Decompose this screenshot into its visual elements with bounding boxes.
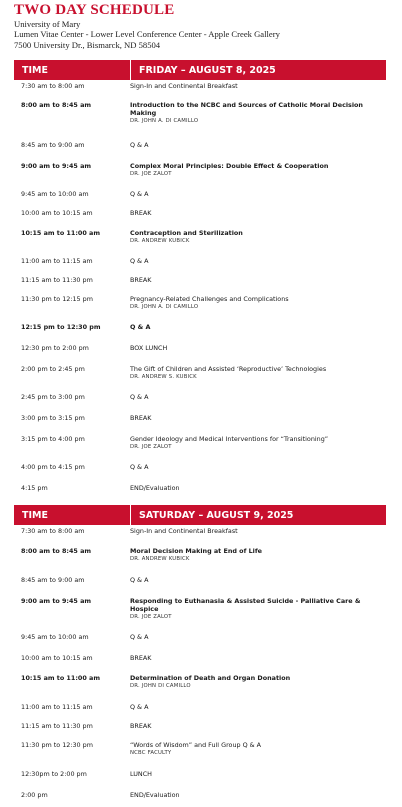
session-title: Q & A xyxy=(130,141,149,149)
session-time: 2:45 pm to 3:00 pm xyxy=(21,393,85,401)
session-time: 11:00 am to 11:15 am xyxy=(21,257,93,265)
session-title: BREAK xyxy=(130,654,152,662)
session-time: 12:30pm to 2:00 pm xyxy=(21,770,87,778)
session-time: 10:15 am to 11:00 am xyxy=(21,229,100,237)
session-cell xyxy=(130,295,386,311)
schedule-row xyxy=(14,295,386,311)
schedule-row xyxy=(14,791,386,799)
schedule-row xyxy=(14,82,386,90)
session-time: 3:00 pm to 3:15 pm xyxy=(21,414,85,422)
session-title: BREAK xyxy=(130,722,152,730)
session-cell xyxy=(130,435,386,451)
session-cell xyxy=(130,770,386,778)
session-title: Sign-In and Continental Breakfast xyxy=(130,82,238,90)
session-speaker: DR. ANDREW KUBICK xyxy=(130,238,190,244)
session-cell xyxy=(130,82,386,90)
session-speaker: DR. ANDREW S. KUBICK xyxy=(130,374,197,380)
session-time: 11:30 pm to 12:15 pm xyxy=(21,295,93,303)
session-title: Q & A xyxy=(130,257,149,265)
session-title: Determination of Death and Organ Donation xyxy=(130,674,291,682)
document-header xyxy=(14,2,280,50)
session-cell xyxy=(130,393,386,401)
session-title: Moral Decision Making at End of Life xyxy=(130,547,262,555)
schedule-row xyxy=(14,576,386,584)
session-time: 12:30 pm to 2:00 pm xyxy=(21,344,89,352)
session-title: BOX LUNCH xyxy=(130,344,168,352)
session-time: 8:00 am to 8:45 am xyxy=(21,547,92,555)
session-title: END/Evaluation xyxy=(130,484,180,492)
session-speaker: DR. JOHN DI CAMILLO xyxy=(130,683,191,689)
session-time: 9:00 am to 9:45 am xyxy=(21,162,92,170)
session-time: 11:15 am to 11:30 pm xyxy=(21,276,93,284)
session-time: 7:30 am to 8:00 am xyxy=(21,82,85,90)
schedule-row xyxy=(14,323,386,331)
schedule-row xyxy=(14,162,386,178)
session-title: Contraception and Sterilization xyxy=(130,229,243,237)
session-title: Q & A xyxy=(130,323,151,331)
session-time: 4:15 pm xyxy=(21,484,48,492)
time-column-header: TIME xyxy=(22,509,48,521)
schedule-row xyxy=(14,229,386,245)
session-cell xyxy=(130,741,386,757)
session-time: 9:45 am to 10:00 am xyxy=(21,633,89,641)
session-time: 2:00 pm xyxy=(21,791,48,799)
session-cell xyxy=(130,162,386,178)
session-cell xyxy=(130,703,386,711)
schedule-row xyxy=(14,190,386,198)
schedule-row xyxy=(14,703,386,711)
session-title: BREAK xyxy=(130,414,152,422)
session-time: 11:00 am to 11:15 am xyxy=(21,703,93,711)
schedule-row xyxy=(14,654,386,662)
day-header-bar xyxy=(14,60,386,80)
session-time: 9:00 am to 9:45 am xyxy=(21,597,92,605)
schedule-row xyxy=(14,344,386,352)
session-cell xyxy=(130,414,386,422)
session-cell xyxy=(130,365,386,381)
session-title: Responding to Euthanasia & Assisted Suicide - Palliative Care & Hospice xyxy=(130,597,361,613)
session-speaker: DR. JOHN A. DI CAMILLO xyxy=(130,304,199,310)
session-cell xyxy=(130,344,386,352)
session-time: 10:15 am to 11:00 am xyxy=(21,674,100,682)
session-title: Q & A xyxy=(130,703,149,711)
schedule-row xyxy=(14,547,386,563)
session-title: Q & A xyxy=(130,633,149,641)
session-time: 8:45 am to 9:00 am xyxy=(21,576,85,584)
session-title: Q & A xyxy=(130,576,149,584)
session-title: Sign-In and Continental Breakfast xyxy=(130,527,238,535)
session-cell xyxy=(130,463,386,471)
session-title: Introduction to the NCBC and Sources of Catholic Moral Decision Making xyxy=(130,101,363,117)
session-cell xyxy=(130,576,386,584)
schedule-row xyxy=(14,365,386,381)
session-time: 12:15 pm to 12:30 pm xyxy=(21,323,101,331)
session-cell xyxy=(130,229,386,245)
time-column-header: TIME xyxy=(22,64,48,76)
venue-name: University of Mary xyxy=(14,19,81,29)
schedule-row xyxy=(14,741,386,757)
session-speaker: DR. JOE ZALOT xyxy=(130,444,172,450)
session-title: Gender Ideology and Medical Interventions for “Transitioning” xyxy=(130,435,329,443)
session-title: Q & A xyxy=(130,463,149,471)
session-time: 11:15 am to 11:30 pm xyxy=(21,722,93,730)
session-title: The Gift of Children and Assisted ‘Reproductive’ Technologies xyxy=(130,365,327,373)
saturday-schedule xyxy=(14,505,386,799)
session-cell xyxy=(130,547,386,563)
session-time: 10:00 am to 10:15 am xyxy=(21,209,93,217)
session-cell xyxy=(130,597,386,621)
session-title: BREAK xyxy=(130,276,152,284)
schedule-row xyxy=(14,393,386,401)
session-time: 8:00 am to 8:45 am xyxy=(21,101,92,109)
schedule-row xyxy=(14,722,386,730)
session-cell xyxy=(130,527,386,535)
session-cell xyxy=(130,633,386,641)
session-time: 10:00 am to 10:15 am xyxy=(21,654,93,662)
session-cell xyxy=(130,484,386,492)
session-cell xyxy=(130,323,386,331)
session-time: 4:00 pm to 4:15 pm xyxy=(21,463,85,471)
schedule-row xyxy=(14,597,386,621)
session-cell xyxy=(130,276,386,284)
schedule-row xyxy=(14,463,386,471)
session-time: 7:30 am to 8:00 am xyxy=(21,527,85,535)
page-title: TWO DAY SCHEDULE xyxy=(14,2,175,18)
schedule-row xyxy=(14,209,386,217)
schedule-row xyxy=(14,141,386,149)
session-cell xyxy=(130,190,386,198)
venue-address: 7500 University Dr., Bismarck, ND 58504 xyxy=(14,39,161,50)
session-cell xyxy=(130,654,386,662)
session-speaker: DR. JOE ZALOT xyxy=(130,171,172,177)
session-speaker: DR. JOE ZALOT xyxy=(130,614,172,620)
session-title: Q & A xyxy=(130,190,149,198)
session-cell xyxy=(130,141,386,149)
day-date-header: SATURDAY – AUGUST 9, 2025 xyxy=(130,505,293,525)
session-cell xyxy=(130,101,386,125)
session-title: BREAK xyxy=(130,209,152,217)
session-title: “Words of Wisdom” and Full Group Q & A xyxy=(130,741,262,749)
session-time: 3:15 pm to 4:00 pm xyxy=(21,435,85,443)
session-cell xyxy=(130,791,386,799)
schedule-row xyxy=(14,527,386,535)
day-header-bar xyxy=(14,505,386,525)
session-time: 2:00 pm to 2:45 pm xyxy=(21,365,85,373)
day-date-header: FRIDAY – AUGUST 8, 2025 xyxy=(130,60,276,80)
schedule-row xyxy=(14,276,386,284)
schedule-row xyxy=(14,257,386,265)
session-cell xyxy=(130,674,386,690)
schedule-row xyxy=(14,674,386,690)
schedule-row xyxy=(14,770,386,778)
session-title: LUNCH xyxy=(130,770,152,778)
venue-location: Lumen Vitae Center - Lower Level Conference Center - Apple Creek Gallery xyxy=(14,29,280,40)
session-time: 8:45 am to 9:00 am xyxy=(21,141,85,149)
session-speaker: DR. ANDREW KUBICK xyxy=(130,556,190,562)
session-title: Complex Moral Principles: Double Effect & Cooperation xyxy=(130,162,329,170)
session-speaker: DR. JOHN A. DI CAMILLO xyxy=(130,118,199,124)
schedule-row xyxy=(14,633,386,641)
schedule-row xyxy=(14,414,386,422)
schedule-row xyxy=(14,435,386,451)
session-title: Pregnancy-Related Challenges and Complications xyxy=(130,295,289,303)
session-speaker: NCBC FACULTY xyxy=(130,750,172,756)
session-cell xyxy=(130,722,386,730)
schedule-row xyxy=(14,101,386,125)
session-title: END/Evaluation xyxy=(130,791,180,799)
schedule-row xyxy=(14,484,386,492)
session-time: 9:45 am to 10:00 am xyxy=(21,190,89,198)
session-cell xyxy=(130,209,386,217)
session-time: 11:30 pm to 12:30 pm xyxy=(21,741,93,749)
session-title: Q & A xyxy=(130,393,149,401)
friday-schedule xyxy=(14,60,386,492)
session-cell xyxy=(130,257,386,265)
